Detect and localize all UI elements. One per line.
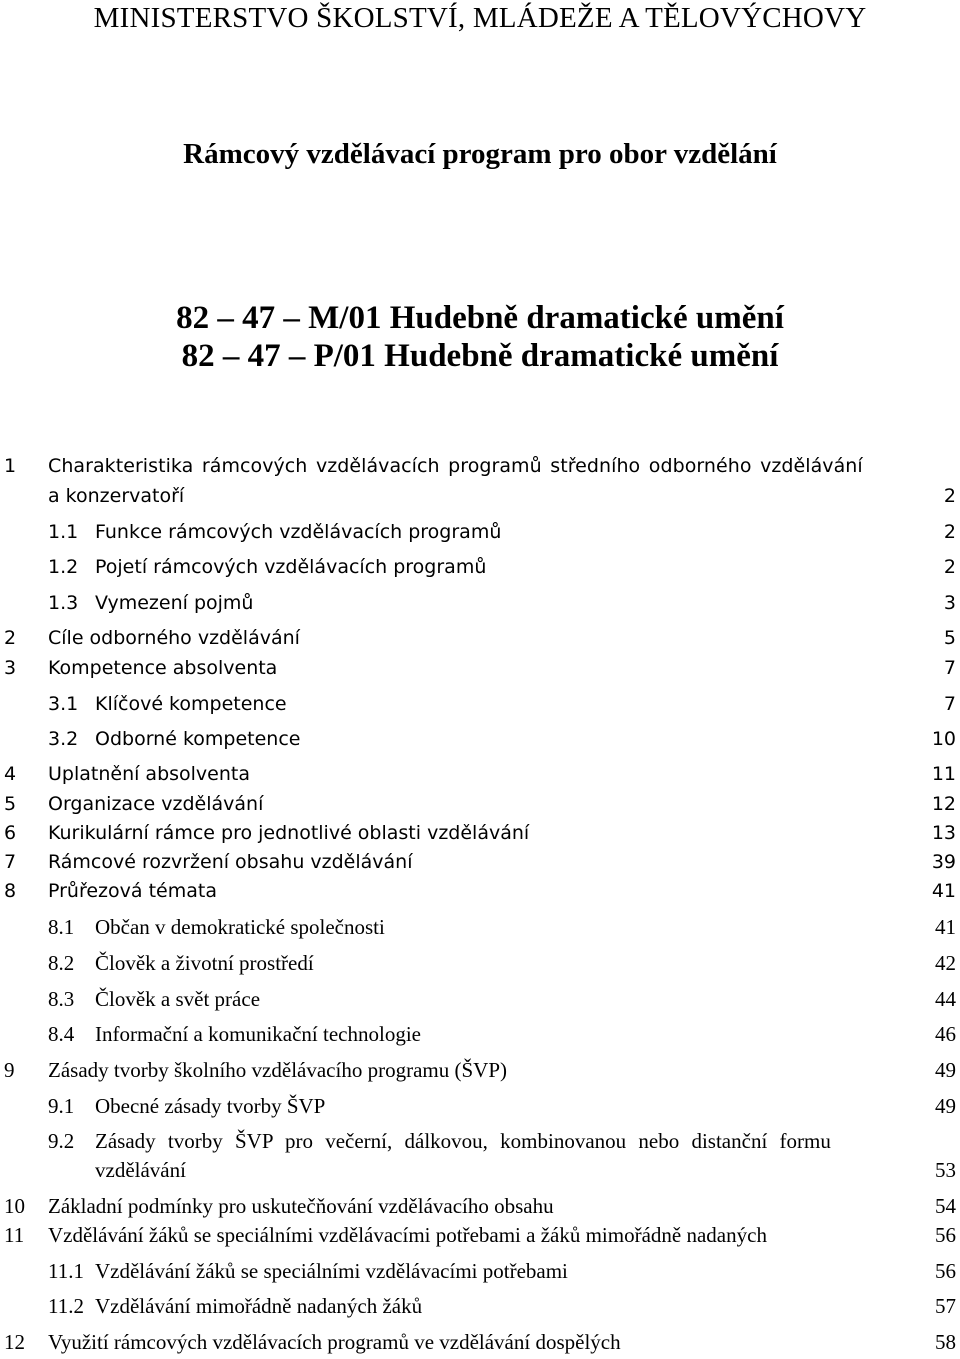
toc-page: 46 <box>935 1022 956 1046</box>
toc-title: Zásady tvorby školního vzdělávacího programu (ŠVP) <box>48 1058 507 1082</box>
toc-number: 3.2 <box>48 728 79 750</box>
toc-number: 2 <box>4 627 17 649</box>
toc-page: 2 <box>943 485 956 507</box>
toc-title: Kurikulární rámce pro jednotlivé oblasti vzdělávání <box>48 822 530 844</box>
toc-title: Zásady tvorby ŠVP pro večerní, dálkovou, kombinovanou nebo distanční formu <box>95 1129 831 1153</box>
toc-title: Cíle odborného vzdělávání <box>48 627 300 649</box>
toc-number: 11 <box>4 1223 25 1247</box>
toc-number: 8.3 <box>48 987 75 1011</box>
toc-title: Člověk a svět práce <box>95 987 261 1011</box>
toc-page: 49 <box>935 1094 956 1118</box>
toc-entry-1-2[interactable] <box>0 552 960 582</box>
toc-entry-8-1[interactable] <box>0 912 960 942</box>
toc-title: Funkce rámcových vzdělávacích programů <box>95 521 502 543</box>
toc-number: 8.2 <box>48 951 75 975</box>
toc-number: 10 <box>4 1194 25 1218</box>
toc-page: 49 <box>935 1058 956 1082</box>
toc-entry-8-4[interactable] <box>0 1019 960 1049</box>
toc-title: Vzdělávání žáků se speciálními vzdělávacími potřebami <box>95 1259 568 1283</box>
toc-entry-12[interactable] <box>0 1327 960 1357</box>
toc-title: Charakteristika rámcových vzdělávacích programů středního odborného vzdělávání <box>48 455 863 477</box>
toc-page: 2 <box>943 556 956 578</box>
toc-entry-8-2[interactable] <box>0 948 960 978</box>
toc-number: 12 <box>4 1330 25 1354</box>
toc-title: Odborné kompetence <box>95 728 301 750</box>
toc-number: 6 <box>4 822 17 844</box>
toc-entry-3[interactable] <box>0 653 960 683</box>
toc-number: 3 <box>4 657 17 679</box>
toc-page: 5 <box>943 627 956 649</box>
toc-entry-1-1[interactable] <box>0 517 960 547</box>
toc-number: 11.1 <box>48 1259 84 1283</box>
toc-entry-6[interactable] <box>0 818 960 848</box>
toc-title: a konzervatoří <box>48 485 185 507</box>
toc-page: 44 <box>935 987 956 1011</box>
toc-number: 5 <box>4 793 17 815</box>
toc-title: vzdělávání <box>95 1158 186 1182</box>
toc-number: 1.1 <box>48 521 79 543</box>
toc-title: Průřezová témata <box>48 880 217 902</box>
toc-number: 8 <box>4 880 17 902</box>
toc-entry-9-2-cont[interactable] <box>0 1155 960 1185</box>
ministry-heading: MINISTERSTVO ŠKOLSTVÍ, MLÁDEŽE A TĚLOVÝCHOVY <box>93 2 867 34</box>
toc-page: 13 <box>931 822 956 844</box>
toc-title: Informační a komunikační technologie <box>95 1022 421 1046</box>
toc-number: 8.4 <box>48 1022 75 1046</box>
toc-page: 12 <box>931 793 956 815</box>
toc-title: Obecné zásady tvorby ŠVP <box>95 1094 326 1118</box>
toc-number: 8.1 <box>48 915 75 939</box>
toc-number: 9.1 <box>48 1094 75 1118</box>
toc-page: 58 <box>935 1330 956 1354</box>
toc-number: 1 <box>4 455 17 477</box>
toc-title: Klíčové kompetence <box>95 693 287 715</box>
toc-entry-9-2[interactable] <box>0 1126 960 1156</box>
toc-page: 54 <box>935 1194 956 1218</box>
toc-entry-9-1[interactable] <box>0 1091 960 1121</box>
toc-entry-4[interactable] <box>0 759 960 789</box>
toc-title: Pojetí rámcových vzdělávacích programů <box>95 556 487 578</box>
toc-page: 2 <box>943 521 956 543</box>
toc-title: Základní podmínky pro uskutečňování vzdělávacího obsahu <box>48 1194 554 1218</box>
toc-page: 10 <box>931 728 956 750</box>
toc-page: 7 <box>943 693 956 715</box>
toc-page: 56 <box>935 1259 956 1283</box>
toc-entry-1-3[interactable] <box>0 588 960 618</box>
toc-title: Člověk a životní prostředí <box>95 951 314 975</box>
toc-entry-2[interactable] <box>0 623 960 653</box>
toc-title: Vzdělávání mimořádně nadaných žáků <box>95 1294 423 1318</box>
toc-page: 41 <box>931 880 956 902</box>
toc-page: 42 <box>935 951 956 975</box>
field-code-2: 82 – 47 – P/01 Hudebně dramatické umění <box>181 338 779 374</box>
toc-title: Využití rámcových vzdělávacích programů ve vzdělávání dospělých <box>48 1330 621 1354</box>
toc-entry-5[interactable] <box>0 789 960 819</box>
field-code-1: 82 – 47 – M/01 Hudebně dramatické umění <box>176 300 784 336</box>
toc-title: Občan v demokratické společnosti <box>95 915 385 939</box>
toc-entry-1-cont[interactable] <box>0 481 960 511</box>
toc-number: 3.1 <box>48 693 79 715</box>
toc-page: 11 <box>931 763 956 785</box>
toc-title: Kompetence absolventa <box>48 657 278 679</box>
toc-entry-11-1[interactable] <box>0 1256 960 1286</box>
toc-page: 56 <box>935 1223 956 1247</box>
toc-title: Rámcové rozvržení obsahu vzdělávání <box>48 851 413 873</box>
toc-entry-3-1[interactable] <box>0 689 960 719</box>
toc-page: 57 <box>935 1294 956 1318</box>
program-subtitle: Rámcový vzdělávací program pro obor vzdělání <box>183 138 777 170</box>
toc-number: 9 <box>4 1058 15 1082</box>
toc-entry-7[interactable] <box>0 847 960 877</box>
toc-entry-8-3[interactable] <box>0 984 960 1014</box>
toc-title: Uplatnění absolventa <box>48 763 251 785</box>
toc-page: 7 <box>943 657 956 679</box>
toc-entry-3-2[interactable] <box>0 724 960 754</box>
toc-entry-11[interactable] <box>0 1220 960 1250</box>
toc-page: 41 <box>935 915 956 939</box>
toc-entry-10[interactable] <box>0 1191 960 1221</box>
toc-entry-8[interactable] <box>0 876 960 906</box>
toc-entry-9[interactable] <box>0 1055 960 1085</box>
toc-page: 53 <box>935 1158 956 1182</box>
toc-number: 4 <box>4 763 17 785</box>
toc-number: 9.2 <box>48 1129 75 1153</box>
toc-number: 1.3 <box>48 592 79 614</box>
toc-page: 3 <box>943 592 956 614</box>
toc-page: 39 <box>931 851 956 873</box>
toc-entry-11-2[interactable] <box>0 1291 960 1321</box>
toc-number: 11.2 <box>48 1294 84 1318</box>
toc-title: Organizace vzdělávání <box>48 793 264 815</box>
toc-number: 1.2 <box>48 556 79 578</box>
toc-entry-1[interactable] <box>0 451 960 481</box>
toc-title: Vzdělávání žáků se speciálními vzdělávacími potřebami a žáků mimořádně nadaných <box>48 1223 767 1247</box>
toc-number: 7 <box>4 851 17 873</box>
toc-title: Vymezení pojmů <box>95 592 254 614</box>
